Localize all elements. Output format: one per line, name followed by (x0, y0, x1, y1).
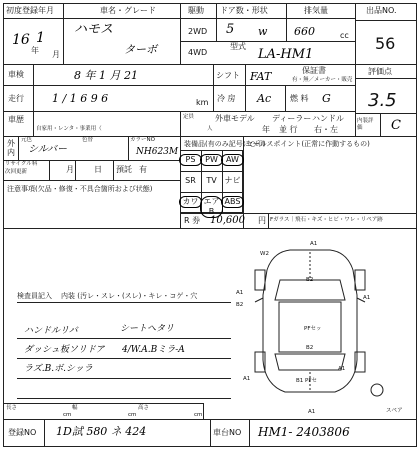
diag-a1-bottom: A1 (308, 409, 316, 415)
diag-b2-roof: B2 (306, 277, 314, 283)
year-unit: 年 (31, 46, 39, 55)
dealer-label: ディーラー (272, 114, 312, 123)
reg-year-value: 16 (12, 32, 30, 48)
width-label: 幅 (72, 405, 78, 411)
recycle-label: リサイクル料 (5, 161, 38, 167)
inspector-items: 内装 (汚レ・スレ・(スレ)・キレ・コゲ・穴 (61, 292, 198, 300)
aircon-value: Ac (257, 92, 272, 105)
diag-a1-right: A1 (363, 295, 371, 301)
color-no-value: NH623M (136, 147, 179, 157)
diag-spare: スペア (386, 408, 403, 414)
capacity-unit: 人 (207, 126, 213, 132)
diag-b1-pfsb: B1 PFセ (296, 378, 318, 384)
drive-label: 駆動 (188, 6, 204, 15)
width-unit: cm (128, 412, 137, 418)
drive-2wd: 2WD (188, 27, 208, 36)
inspector-line-1-left: ハンドルリバ (24, 326, 78, 336)
equipment-1: PS (180, 155, 201, 165)
interior-label: 内装評価 (357, 118, 374, 131)
history-sub: 自家用・レンタ・事業用（ (36, 126, 102, 132)
sales-point-title: セールスポイント(正常に作動するもの) (246, 140, 370, 148)
equipment-4: SR (185, 176, 196, 185)
diag-a1-top: A1 (310, 241, 318, 247)
equipment-2: PW (201, 155, 222, 165)
equipment-8: エアB (201, 197, 222, 217)
equipment-3: AW (222, 155, 243, 165)
reg-no-value: 1D試 580 ネ 424 (56, 425, 147, 438)
deposit-value: 有 (139, 165, 147, 174)
notes-label: 注意事項(欠品・修復・不具合箇所および状態) (7, 185, 153, 193)
inspector-line-2-left: ダッシュ板ソリドア (24, 345, 105, 355)
inspector-line-1-right: シートへタリ (120, 324, 175, 334)
mileage-value: 1 / 1 6 9 6 (52, 92, 109, 105)
reg-no-label: 登録NO (8, 428, 37, 437)
orig-color-label: 元色 (21, 137, 33, 143)
grade: ターボ (124, 43, 157, 56)
model-type-label: 型式 (230, 42, 246, 51)
diag-a1-left-lower: A1 (243, 376, 251, 382)
inspector-label: 検査員記入 (17, 292, 52, 300)
inspector-line-3-left: ラズ.B.ボ.シッラ (24, 364, 93, 374)
inspection-label: 車検 (8, 70, 24, 79)
dealer-sub: 並 行 (279, 125, 298, 134)
color-value: シルバー (28, 144, 68, 155)
mileage-label: 走行 (8, 94, 24, 103)
color-no-label: カラーNO (130, 137, 155, 143)
cc-unit: cc (340, 31, 349, 40)
displacement-label: 排気量 (304, 6, 328, 15)
reg-year-label: 初度登録年月 (6, 6, 54, 15)
renew-label: 次回更新 (5, 169, 28, 175)
handle-label: ハンドル (312, 114, 344, 123)
model-grade-label: 車名・グレード (100, 6, 156, 15)
history-label: 車歴 (8, 115, 24, 124)
warranty-label: 保証書 (302, 66, 326, 75)
doors-label: ドア数・形状 (220, 6, 268, 15)
renew-month: 月 (66, 165, 74, 174)
warranty-sub: 有・無／メーカー・販売 (292, 77, 353, 83)
equipment-7: カワ (180, 197, 201, 207)
r-ticket-value: 10,600 (210, 215, 245, 226)
diag-w2: W2 (260, 251, 269, 257)
equipment-6: ナビ (224, 176, 241, 185)
height-label: 高さ (138, 405, 150, 411)
diag-b2-left: B2 (236, 302, 244, 308)
length-unit: cm (63, 412, 72, 418)
r-ticket-label: R 券 (184, 216, 201, 225)
ext-color-label: 外 (7, 139, 15, 148)
glass-note: Fガラス｜飛石・キズ・ヒビ・ワレ・リペア跡 (270, 217, 383, 223)
diag-pfsb: PFセッ (304, 326, 322, 332)
diag-a1-lower-right: A1 (338, 366, 346, 372)
model-type-value: LA-HM1 (258, 47, 314, 62)
inspector-line-2-right: 4/W.A.Bミラ-A (122, 345, 185, 355)
aircon-label: 冷 房 (217, 94, 236, 103)
height-unit: cm (194, 412, 203, 418)
grade-label: 評価点 (368, 67, 392, 76)
r-ticket-unit: 円 (258, 216, 266, 225)
chassis-value: HM1- 2403806 (258, 425, 350, 439)
drive-4wd: 4WD (188, 48, 208, 57)
shift-label: シフト (216, 71, 240, 80)
month-unit: 月 (52, 50, 60, 59)
int-color-label: 内 (7, 148, 15, 157)
ext-model-label: 外車モデル (215, 114, 255, 123)
exhibit-value: 56 (375, 34, 396, 53)
deposit-label: 預託 (116, 165, 132, 174)
interior-value: C (391, 118, 401, 133)
displacement-value: 660 (294, 25, 315, 38)
equipment-title: 装備品(有のみ記号に○印) (184, 140, 266, 148)
fuel-value: G (322, 92, 331, 105)
ext-year: 年 (262, 125, 270, 134)
grade-value: 3.5 (368, 90, 397, 111)
renew-day: 日 (94, 165, 102, 174)
handle-value: 右・左 (314, 125, 338, 134)
mileage-unit: km (196, 98, 209, 107)
length-label: 長さ (6, 405, 18, 411)
reg-month-value: 1 (36, 30, 45, 46)
body-shape: w (258, 25, 268, 38)
diag-b2-lower: B2 (306, 345, 314, 351)
capacity-label: 定員 (183, 114, 195, 120)
fuel-label: 燃 料 (290, 94, 309, 103)
exhibit-label: 出品NO. (366, 6, 397, 15)
color-change-label: 色替 (82, 137, 94, 143)
shift-value: FAT (250, 70, 272, 83)
equipment-5: TV (206, 176, 217, 185)
diag-a1-left-upper: A1 (236, 290, 244, 296)
equipment-9: ABS (222, 197, 243, 207)
chassis-label: 車台NO (213, 428, 242, 437)
inspection-value: 8 年 1 月 21 (74, 69, 138, 82)
model-name: ハモス (74, 22, 114, 37)
doors-value: 5 (226, 22, 235, 37)
